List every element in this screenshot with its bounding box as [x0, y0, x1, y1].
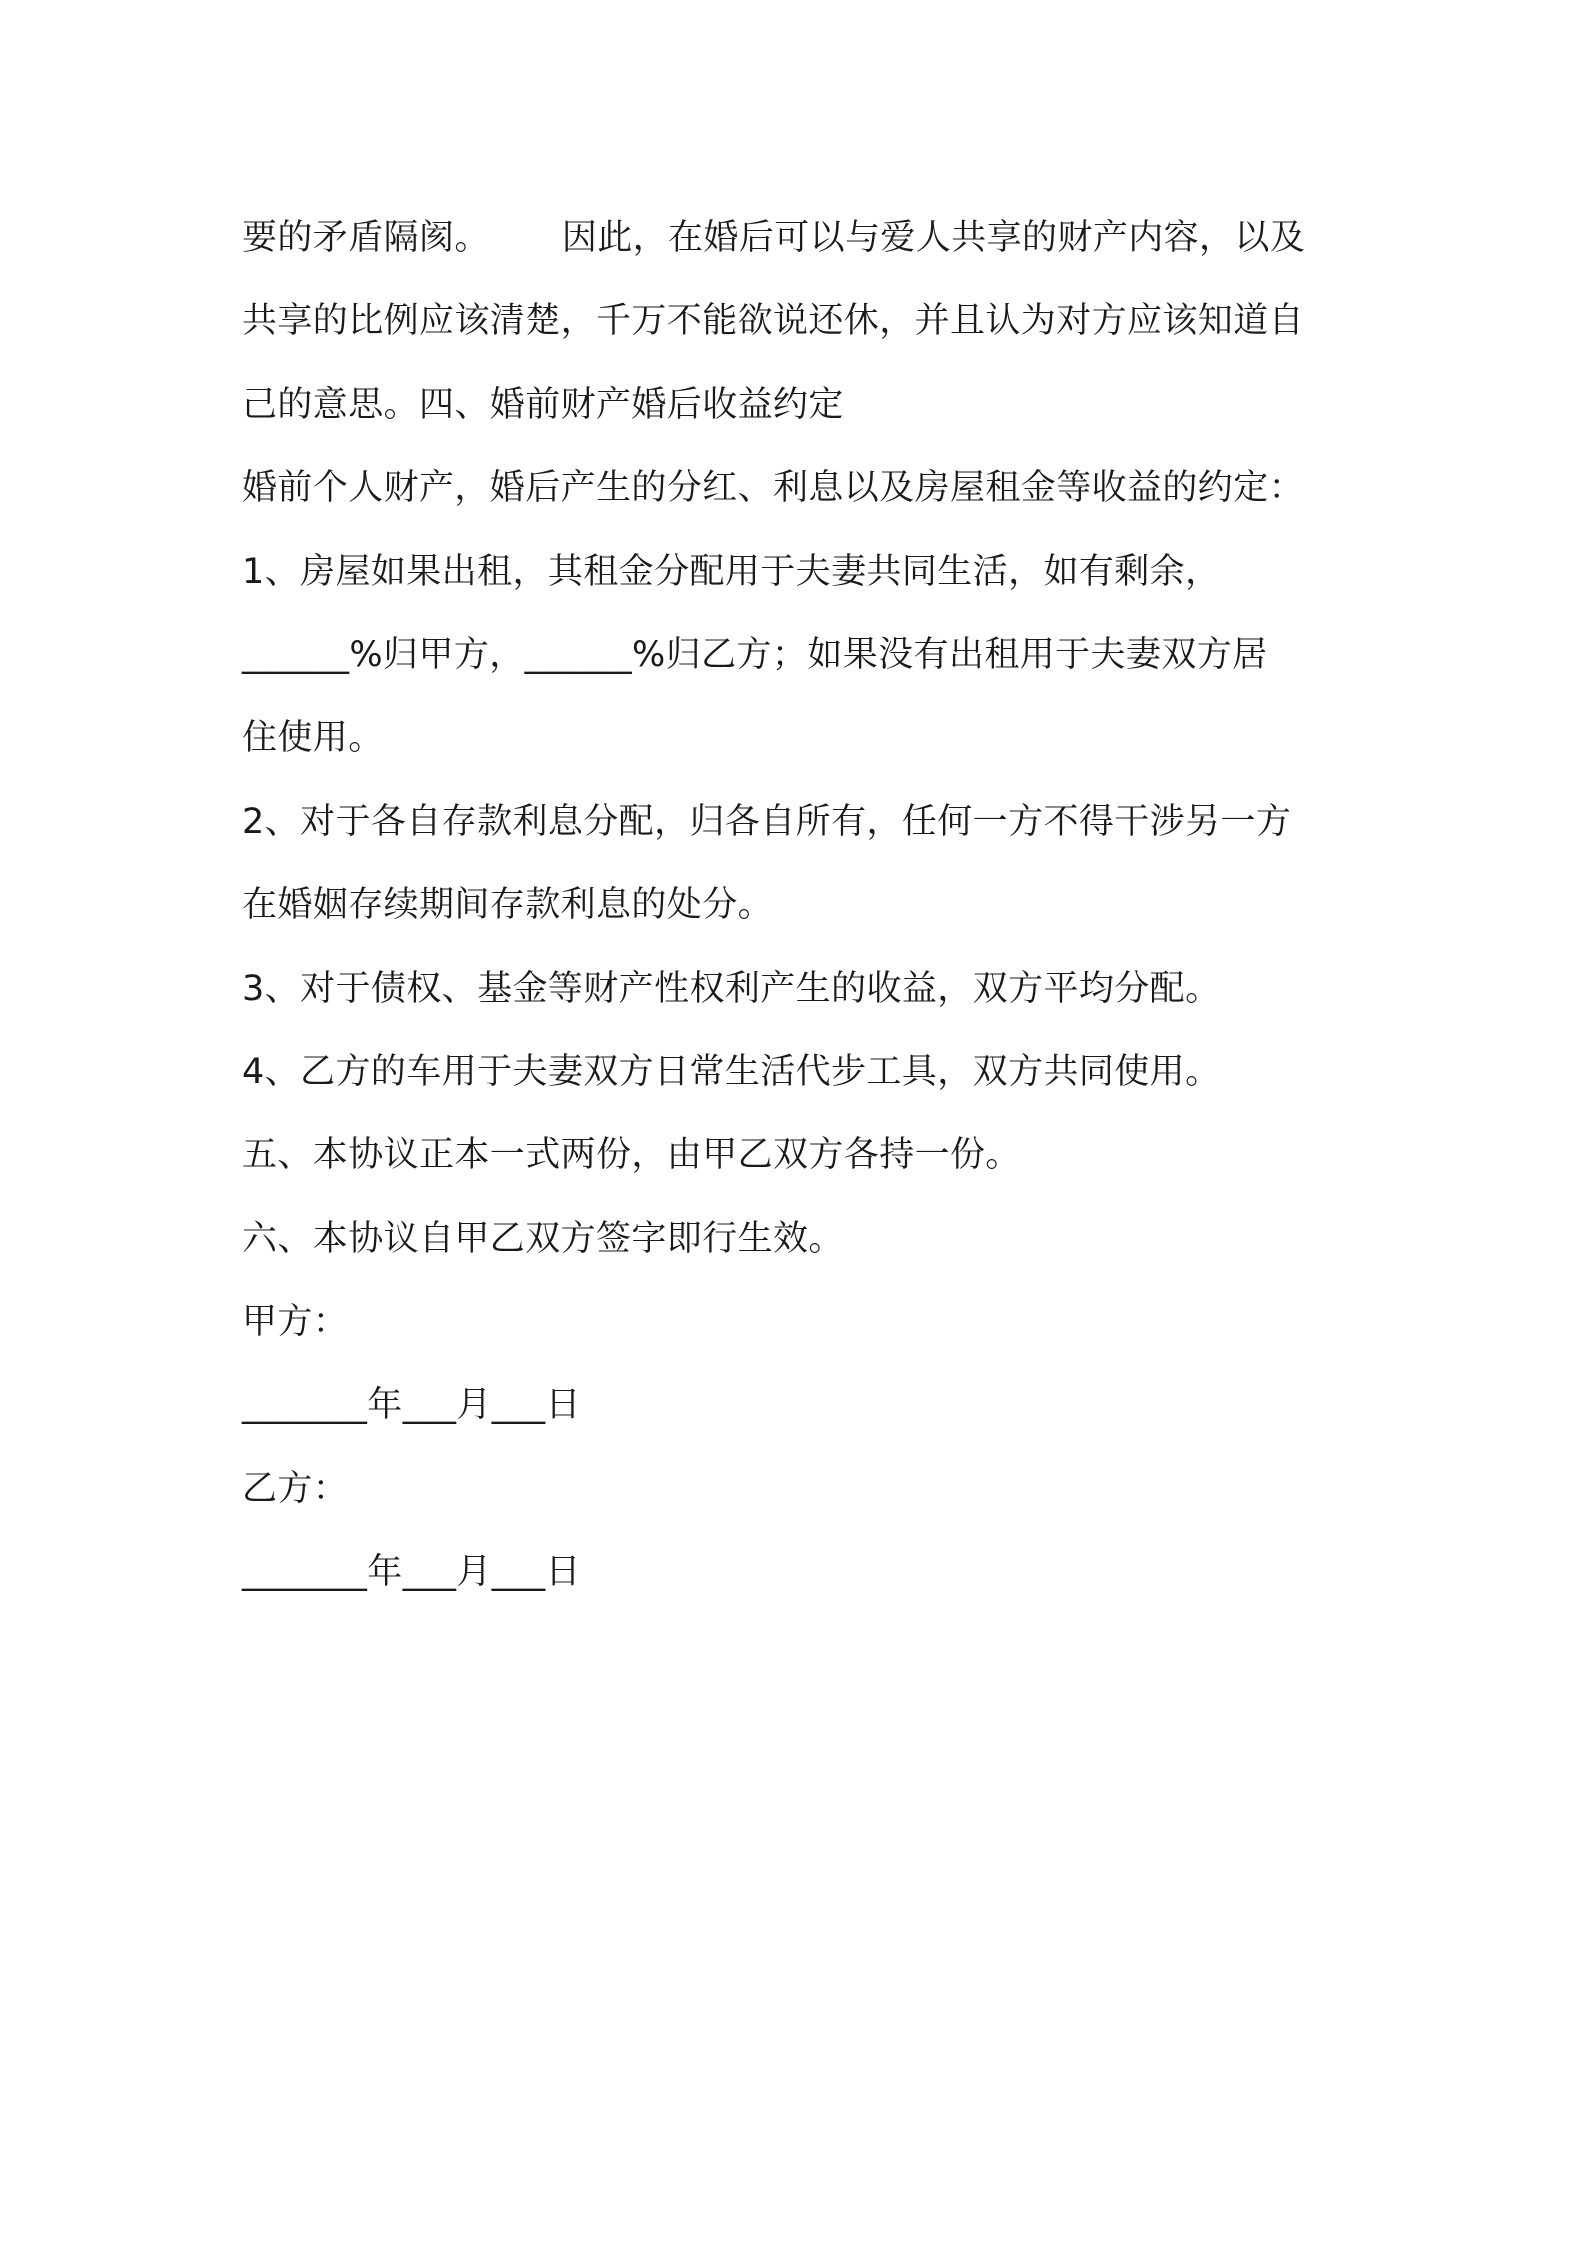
party-a-date-line: _______年___月___日 [242, 1385, 581, 1426]
text-line-1a: 要的矛盾隔阂。 [242, 218, 490, 258]
text-line-6: ______%归甲方，______%归乙方；如果没有出租用于夫妻双方居 [242, 634, 1268, 675]
text-line-1b: 因此，在婚后可以与爱人共享的财产内容，以及 [561, 218, 1306, 258]
party-a-label: 甲方： [242, 1302, 349, 1343]
text-line-11: 4、乙方的车用于夫妻双方日常生活代步工具，双方共同使用。 [242, 1051, 1221, 1092]
text-line-8: 2、对于各自存款利息分配，归各自所有，任何一方不得干涉另一方 [242, 801, 1292, 842]
text-line-3: 己的意思。四、婚前财产婚后收益约定 [242, 384, 844, 425]
text-line-9: 在婚姻存续期间存款利息的处分。 [242, 885, 774, 926]
text-line-13: 六、本协议自甲乙双方签字即行生效。 [242, 1218, 844, 1259]
text-line-5: 1、房屋如果出租，其租金分配用于夫妻共同生活，如有剩余， [242, 551, 1221, 592]
text-line-4: 婚前个人财产，婚后产生的分红、利息以及房屋租金等收益的约定： [242, 468, 1305, 509]
party-b-label: 乙方： [242, 1468, 349, 1509]
text-line-1 [242, 197, 1362, 280]
document-body [242, 197, 1362, 1615]
text-line-10: 3、对于债权、基金等财产性权利产生的收益，双方平均分配。 [242, 968, 1221, 1009]
text-line-12: 五、本协议正本一式两份，由甲乙双方各持一份。 [242, 1135, 1021, 1176]
text-line-7: 住使用。 [242, 718, 384, 759]
text-line-2: 共享的比例应该清楚，千万不能欲说还休，并且认为对方应该知道自 [242, 301, 1305, 342]
party-b-date-line: _______年___月___日 [242, 1552, 581, 1593]
